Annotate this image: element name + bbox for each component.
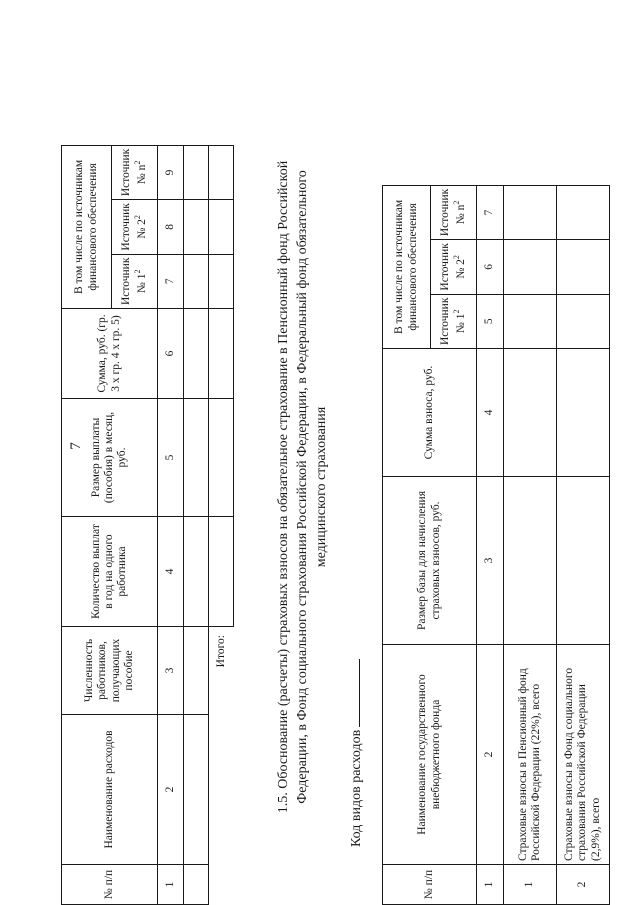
empty-cell <box>184 517 209 627</box>
column-number: 3 <box>477 477 504 645</box>
header-base: Размер базы для начисления страховых взносов, руб. <box>383 477 477 645</box>
empty-cell <box>504 294 557 348</box>
column-number: 5 <box>477 294 504 348</box>
column-number: 2 <box>477 645 504 865</box>
total-cell <box>209 309 234 399</box>
total-cell <box>209 399 234 517</box>
row-number: 2 <box>557 865 610 905</box>
empty-cell <box>557 294 610 348</box>
total-row <box>209 145 234 904</box>
fund-name: Страховые взносы в Пенсионный фонд Российской Федерации (22%), всего <box>504 645 557 865</box>
header-source-1-label: Источник № 1 <box>119 257 148 305</box>
column-number: 2 <box>158 715 184 865</box>
header-num: № п/п <box>62 865 158 905</box>
footnote-mark: 2 <box>133 160 143 165</box>
empty-cell <box>557 477 610 645</box>
footnote-mark: 2 <box>452 200 462 205</box>
expense-code-line <box>347 659 365 847</box>
empty-cell <box>504 185 557 239</box>
header-name: Наименование расходов <box>62 715 158 865</box>
empty-cell <box>504 349 557 477</box>
empty-cell <box>184 865 209 905</box>
column-number: 3 <box>158 627 184 715</box>
column-number: 1 <box>158 865 184 905</box>
header-source-1 <box>431 294 477 348</box>
column-number: 7 <box>477 185 504 239</box>
column-numbers-row <box>477 185 504 904</box>
empty-cell <box>184 254 209 308</box>
empty-cell <box>184 627 209 715</box>
empty-cell <box>184 145 209 199</box>
payments-table <box>61 145 234 905</box>
header-fund-name: Наименование государственного внебюджетного фонда <box>383 645 477 865</box>
section-heading: 1.5. Обоснование (расчеты) страховых взносов на обязательное страхование в Пенсионный фонд Российской Федерации, в Фонд социального страхования Российской Федерации, в Федеральный фонд обязательного медицинского страхования <box>276 160 329 814</box>
column-number: 5 <box>158 399 184 517</box>
row-number: 1 <box>504 865 557 905</box>
table-row <box>184 145 209 904</box>
total-cell <box>209 200 234 254</box>
empty-cell <box>184 309 209 399</box>
insurance-contributions-table <box>382 185 610 905</box>
empty-cell <box>504 477 557 645</box>
total-label: Итого: <box>214 635 227 668</box>
header-amount: Размер выплаты (пособия) в месяц, руб. <box>62 399 158 517</box>
empty-cell <box>184 200 209 254</box>
empty-cell <box>184 399 209 517</box>
table-row <box>504 185 557 904</box>
empty-cell <box>184 715 209 865</box>
header-source-2 <box>112 200 158 254</box>
fund-name: Страховые взносы в Фонд социального страхования Российской Федерации (2,9%), всего <box>557 645 610 865</box>
column-number: 8 <box>158 200 184 254</box>
header-source-2 <box>431 240 477 294</box>
total-cell <box>209 145 234 199</box>
total-cell <box>209 254 234 308</box>
column-number: 4 <box>158 517 184 627</box>
empty-cell <box>209 865 234 905</box>
column-number: 6 <box>158 309 184 399</box>
header-workers: Численность работников, получающих пособие <box>62 627 158 715</box>
empty-cell <box>557 349 610 477</box>
header-source-n <box>431 185 477 239</box>
total-cell <box>209 517 234 627</box>
column-numbers-row <box>158 145 184 904</box>
header-source-n-label: Источник № n <box>119 148 148 197</box>
header-source-1 <box>112 254 158 308</box>
empty-cell <box>557 240 610 294</box>
header-num: № п/п <box>383 865 477 905</box>
expense-code-label: Код видов расходов <box>349 729 364 847</box>
header-source-2-label: Источник № 2 <box>119 203 148 251</box>
header-sources-group: В том числе по источникам финансового обеспечения <box>383 185 431 348</box>
empty-cell <box>557 185 610 239</box>
column-number: 7 <box>158 254 184 308</box>
header-source-1-label: Источник № 1 <box>438 297 467 345</box>
header-sources-group: В том числе по источникам финансового обеспечения <box>62 145 112 308</box>
footnote-mark: 2 <box>133 269 143 274</box>
footnote-mark: 2 <box>133 215 143 220</box>
empty-cell <box>504 240 557 294</box>
rotated-page-content <box>4 45 602 905</box>
column-number: 4 <box>477 349 504 477</box>
column-number: 1 <box>477 865 504 905</box>
header-sum: Сумма взноса, руб. <box>383 349 477 477</box>
header-source-2-label: Источник № 2 <box>438 243 467 291</box>
expense-code-blank <box>347 659 360 727</box>
footnote-mark: 2 <box>452 255 462 260</box>
column-number: 6 <box>477 240 504 294</box>
header-source-n-label: Источник № n <box>438 188 467 237</box>
column-number: 9 <box>158 145 184 199</box>
page-number: 7 <box>68 442 84 450</box>
header-sum: Сумма, руб. (гр. 3 х гр. 4 х гр. 5) <box>62 309 158 399</box>
header-count: Количество выплат в год на одного работника <box>62 517 158 627</box>
footnote-mark: 2 <box>452 309 462 314</box>
table-row <box>557 185 610 904</box>
header-source-n <box>112 145 158 199</box>
